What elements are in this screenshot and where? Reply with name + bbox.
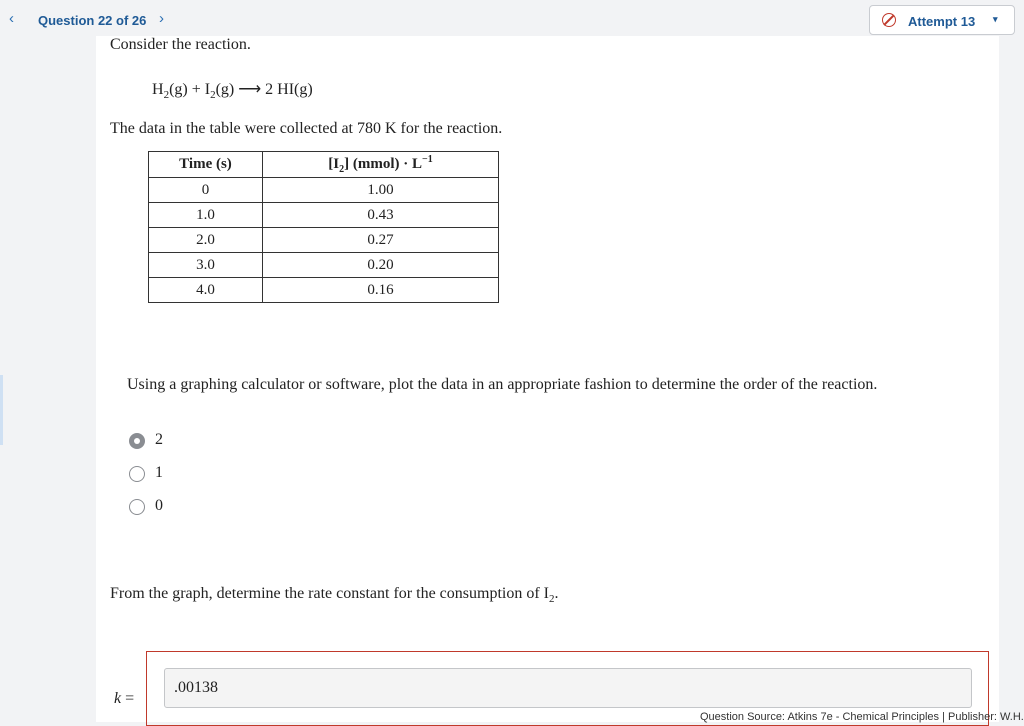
option-label[interactable]: 1 [155, 464, 163, 481]
concentration-cell: 0.43 [263, 203, 499, 228]
rate-constant-prompt: From the graph, determine the rate constant for the consumption of $I_2$. [110, 585, 559, 606]
table-row [149, 253, 499, 278]
order-prompt: Using a graphing calculator or software, plot the data in an appropriate fashion to determine the order of the reaction. [127, 376, 878, 393]
k-label: k = [114, 690, 135, 707]
table-row [149, 278, 499, 303]
radio-button[interactable] [129, 466, 145, 482]
time-cell: 4.0 [149, 278, 263, 303]
question-source: Question Source: Atkins 7e - Chemical Principles | Publisher: W.H. [700, 711, 1024, 723]
previous-question-icon[interactable]: ‹ [9, 10, 14, 27]
question-nav-bar [0, 0, 1024, 38]
radio-button-selected[interactable] [129, 433, 145, 449]
radio-button[interactable] [129, 499, 145, 515]
kinetics-data-table [148, 151, 499, 303]
left-accent-bar [0, 375, 3, 445]
question-counter[interactable]: Question 22 of 26 [38, 13, 147, 28]
time-cell: 1.0 [149, 203, 263, 228]
concentration-cell: 0.16 [263, 278, 499, 303]
rate-constant-input[interactable] [164, 668, 972, 708]
option-label[interactable]: 0 [155, 497, 163, 514]
data-description: The data in the table were collected at 780 K for the reaction. [110, 120, 503, 137]
reaction-equation: $H_2(g) + I_2(g)$ ⟶ 2 HI(g) [152, 81, 313, 102]
table-row [149, 203, 499, 228]
concentration-cell: 0.20 [263, 253, 499, 278]
time-cell: 0 [149, 178, 263, 203]
concentration-column-header: $[I_2]$ (mmol) · $L^{-1}$ [263, 152, 499, 178]
concentration-cell: 1.00 [263, 178, 499, 203]
concentration-cell: 0.27 [263, 228, 499, 253]
attempt-label: Attempt 13 [908, 14, 976, 29]
time-cell: 2.0 [149, 228, 263, 253]
no-entry-icon [882, 13, 896, 27]
option-label[interactable]: 2 [155, 431, 163, 448]
time-cell: 3.0 [149, 253, 263, 278]
attempt-dropdown[interactable] [869, 5, 1015, 35]
table-row [149, 228, 499, 253]
next-question-icon[interactable]: › [159, 10, 164, 27]
table-row [149, 178, 499, 203]
time-column-header: Time (s) [149, 152, 263, 178]
chevron-down-icon: ▾ [993, 14, 998, 24]
intro-text: Consider the reaction. [110, 36, 251, 53]
